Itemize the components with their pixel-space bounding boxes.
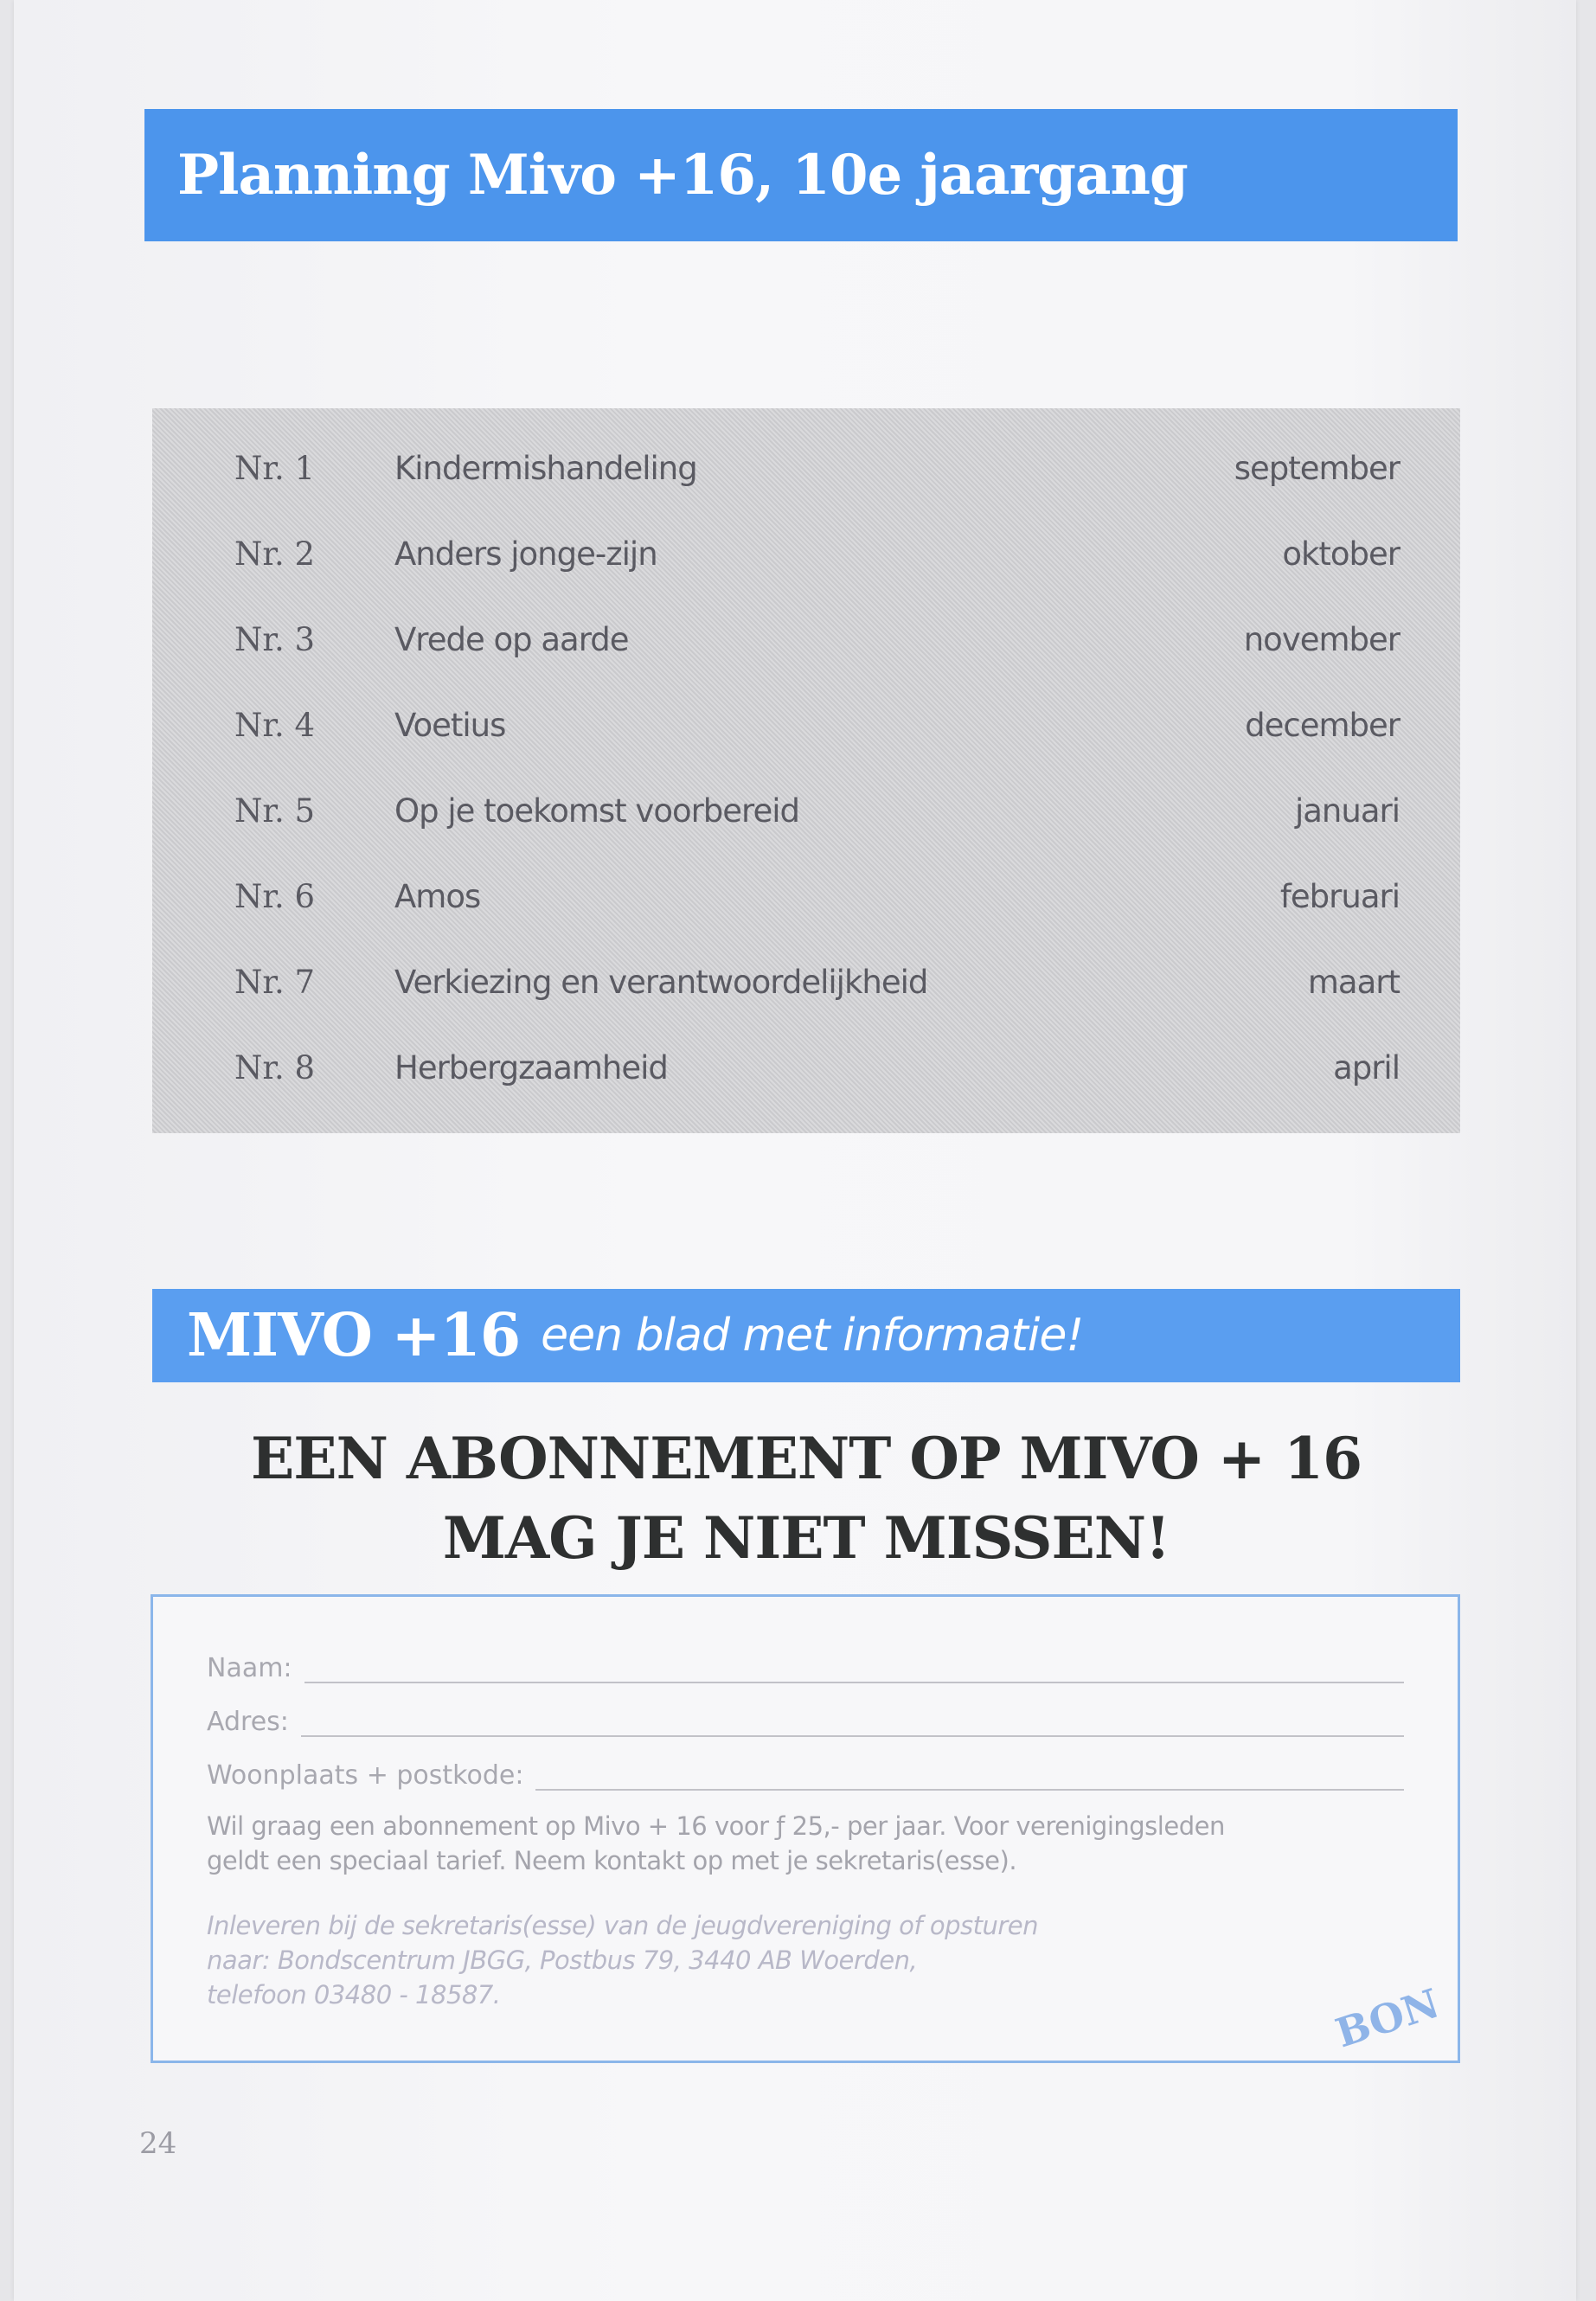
- issue-month: december: [1245, 707, 1400, 744]
- address-label: Adres:: [207, 1707, 289, 1737]
- send-line-3: telefoon 03480 - 18587.: [207, 1980, 501, 2009]
- issue-number: Nr. 8: [234, 1049, 316, 1086]
- table-row: [152, 450, 1460, 502]
- info-line-2: geldt een speciaal tarief. Neem kontakt op met je sekretaris(esse).: [207, 1846, 1017, 1875]
- subscription-info: [207, 1809, 1409, 1878]
- issue-month: november: [1243, 621, 1400, 658]
- issue-month: januari: [1294, 792, 1400, 830]
- table-row: [152, 535, 1460, 587]
- address-input-line[interactable]: [301, 1709, 1404, 1737]
- planning-table: [152, 408, 1460, 1133]
- send-line-1: Inleveren bij de sekretaris(esse) van de jeugdvereniging of opsturen: [207, 1911, 1038, 1940]
- issue-number: Nr. 3: [234, 621, 316, 658]
- headline-line-2: MAG JE NIET MISSEN!: [442, 1504, 1170, 1572]
- send-instructions: [207, 1908, 1245, 2012]
- issue-month: oktober: [1282, 535, 1400, 573]
- city-postcode-label: Woonplaats + postkode:: [207, 1760, 524, 1791]
- name-label: Naam:: [207, 1653, 292, 1683]
- issue-month: februari: [1279, 878, 1400, 915]
- bon-stamp: BON: [1330, 1979, 1445, 2057]
- table-row: [152, 707, 1460, 759]
- issue-month: april: [1333, 1049, 1400, 1086]
- subscription-coupon: [151, 1594, 1460, 2063]
- issue-number: Nr. 4: [234, 707, 316, 744]
- issue-number: Nr. 5: [234, 792, 316, 830]
- magazine-page: [14, 0, 1576, 2301]
- issue-topic: Herbergzaamheid: [394, 1049, 668, 1086]
- issue-number: Nr. 1: [234, 450, 316, 487]
- issue-month: september: [1234, 450, 1400, 487]
- address-field[interactable]: [207, 1699, 1404, 1737]
- send-line-2: naar: Bondscentrum JBGG, Postbus 79, 3440 AB Woerden,: [207, 1945, 918, 1975]
- issue-topic: Anders jonge-zijn: [394, 535, 657, 573]
- issue-topic: Vrede op aarde: [394, 621, 629, 658]
- issue-topic: Verkiezing en verantwoordelijkheid: [394, 964, 928, 1001]
- planning-header-banner: [144, 109, 1458, 241]
- table-row: [152, 878, 1460, 930]
- name-input-line[interactable]: [304, 1656, 1404, 1683]
- subscription-headline: [152, 1419, 1460, 1578]
- city-postcode-field[interactable]: [207, 1753, 1404, 1791]
- mivo-tagline: een blad met informatie!: [541, 1310, 1084, 1362]
- issue-topic: Amos: [394, 878, 481, 915]
- city-postcode-input-line[interactable]: [535, 1763, 1404, 1791]
- issue-topic: Voetius: [394, 707, 506, 744]
- headline-line-1: EEN ABONNEMENT OP MIVO + 16: [250, 1425, 1362, 1492]
- table-row: [152, 964, 1460, 1016]
- page-number: 24: [139, 2126, 177, 2161]
- table-row: [152, 621, 1460, 673]
- issue-topic: Op je toekomst voorbereid: [394, 792, 799, 830]
- issue-month: maart: [1307, 964, 1400, 1001]
- issue-number: Nr. 6: [234, 878, 316, 915]
- info-line-1: Wil graag een abonnement op Mivo + 16 voor ƒ 25,- per jaar. Voor verenigingsleden: [207, 1811, 1225, 1841]
- table-row: [152, 792, 1460, 844]
- issue-number: Nr. 2: [234, 535, 316, 573]
- mivo-promo-banner: [152, 1289, 1460, 1382]
- issue-number: Nr. 7: [234, 964, 316, 1001]
- issue-topic: Kindermishandeling: [394, 450, 697, 487]
- table-row: [152, 1049, 1460, 1101]
- mivo-brand: MIVO +16: [187, 1301, 521, 1370]
- planning-title: Planning Mivo +16, 10e jaargang: [177, 143, 1188, 208]
- name-field[interactable]: [207, 1645, 1404, 1683]
